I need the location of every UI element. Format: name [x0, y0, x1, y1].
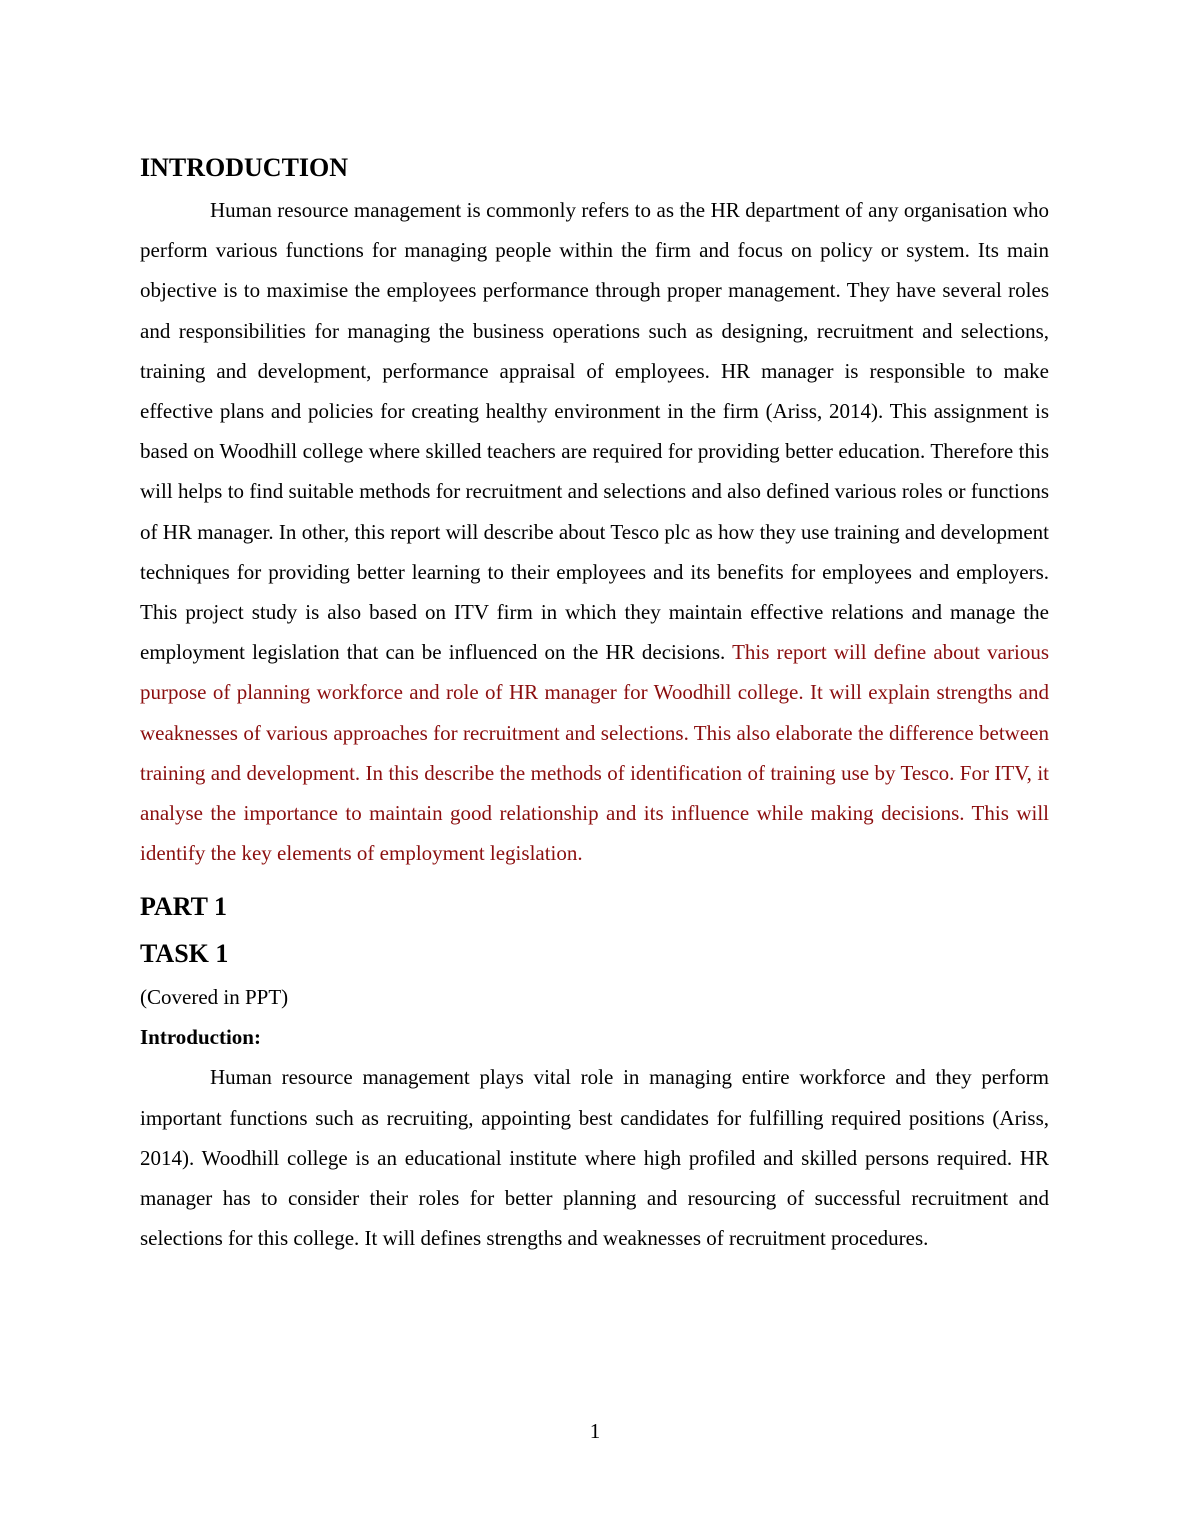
introduction-paragraph: [140, 190, 1049, 873]
covered-note: (Covered in PPT): [140, 985, 289, 1010]
task-introduction-paragraph: Human resource management plays vital role in managing entire workforce and they perform important functions such as recruiting, appointing best candidates for fulfilling required positions (Ariss, 2014). Woodhill college is an educational institute where high profiled and skilled persons required. HR manager has to consider their roles for better planning and resourcing of successful recruitment and selections for this college. It will defines strengths and weaknesses of recruitment procedures.: [140, 1065, 1049, 1251]
introduction-heading: INTRODUCTION: [140, 153, 349, 182]
task-heading: TASK 1: [140, 939, 229, 969]
task-introduction-label: Introduction:: [140, 1025, 261, 1050]
document-page: [140, 148, 1049, 1258]
introduction-paragraph-text: Human resource management is commonly refers to as the HR department of any organisation who perform various functions for managing people within the firm and focus on policy or system. Its main objective is to maximise the employees performance through proper management. They have several roles and responsibilities for managing the business operations such as designing, recruitment and selections, training and development, performance appraisal of employees. HR manager is responsible to make effective plans and policies for creating healthy environment in the firm (Ariss, 2014). This assignment is based on Woodhill college where skilled teachers are required for providing better education. Therefore this will helps to find suitable methods for recruitment and selections and also defined various roles or functions of HR manager. In other, this report will describe about Tesco plc as how they use training and development techniques for providing better learning to their employees and its benefits for employees and employers. This project study is also based on ITV firm in which they maintain effective relations and manage the employment legislation that can be influenced on the HR decisions.: [140, 198, 1049, 665]
page-number: 1: [589, 1419, 601, 1443]
introduction-highlighted-text: This report will define about various purpose of planning workforce and role of HR manager for Woodhill college. It will explain strengths and weaknesses of various approaches for recruitment and selections. This also elaborate the difference between training and development. In this describe the methods of identification of training use by Tesco. For ITV, it analyse the importance to maintain good relationship and its influence while making decisions. This will identify the key elements of employment legislation.: [140, 640, 1050, 866]
part-heading: PART 1: [140, 892, 227, 922]
